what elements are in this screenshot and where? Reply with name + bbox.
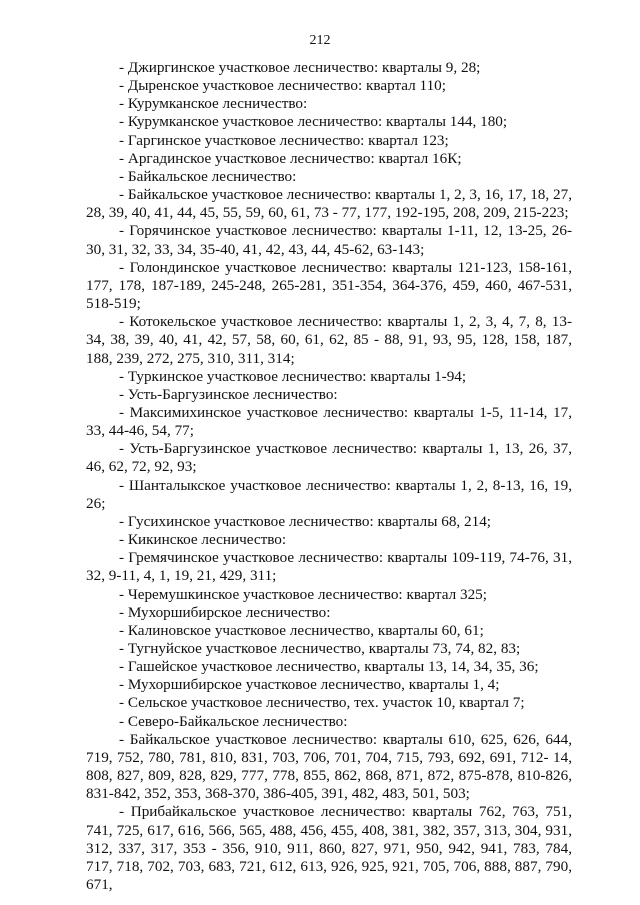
list-item: - Байкальское лесничество: bbox=[119, 167, 297, 185]
list-item: - Аргадинское участковое лесничество: квартал 16К; bbox=[119, 149, 462, 167]
list-item: - Байкальское участковое лесничество: кварталы 1, 2, 3, 16, 17, 18, 27, 28, 39, 40, 41, 44, 45, 55, 59, 60, 61, 73 - 77, 177, 192-195, 208, 209, 215-223; bbox=[86, 186, 572, 222]
list-item: - Максимихинское участковое лесничество: кварталы 1-5, 11-14, 17, 33, 44-46, 54, 77; bbox=[86, 403, 572, 440]
document-body bbox=[86, 59, 572, 894]
list-item: - Усть-Баргузинское участковое лесничество: кварталы 1, 13, 26, 37, 46, 62, 72, 92, 93; bbox=[86, 440, 572, 476]
list-item: - Курумканское участковое лесничество: кварталы 144, 180; bbox=[119, 113, 508, 131]
list-item: - Гремячинское участковое лесничество: кварталы 109-119, 74-76, 31, 32, 9-11, 4, 1, 19, 21, 429, 311; bbox=[86, 549, 572, 585]
list-item: - Кикинское лесничество: bbox=[119, 531, 287, 549]
list-item: - Тугнуйское участковое лесничество, кварталы 73, 74, 82, 83; bbox=[119, 640, 521, 657]
list-item: - Джиргинское участковое лесничество: кварталы 9, 28; bbox=[119, 59, 481, 76]
list-item: - Горячинское участковое лесничество: кварталы 1-11, 12, 13-25, 26-30, 31, 32, 33, 34, 35-40, 41, 42, 43, 44, 45-62, 63-143; bbox=[86, 222, 572, 258]
list-item: - Голондинское участковое лесничество: кварталы 121-123, 158-161, 177, 178, 187-189, 245-248, 265-281, 351-354, 364-376, 459, 460, 467-531, 518-519; bbox=[86, 258, 572, 313]
list-item: - Мухоршибирское участковое лесничество, кварталы 1, 4; bbox=[119, 676, 500, 694]
list-item: - Прибайкальское участковое лесничество: кварталы 762, 763, 751, 741, 725, 617, 616, 566, 565, 488, 456, 455, 408, 381, 382, 357, 313, 304, 931, 312, 337, 317, 353 - 356, 910, 911, 860, 827, 971, 950, 942, 941, 783, 784, 717, 718, 702, 703, 683, 721, 612, 613, 926, 925, 921, 705, 706, 888, 887, 790, 671, bbox=[86, 803, 572, 894]
page-number: 212 bbox=[309, 33, 331, 48]
list-item: - Мухоршибирское лесничество: bbox=[119, 603, 331, 621]
list-item: - Калиновское участковое лесничество, кварталы 60, 61; bbox=[119, 621, 484, 639]
list-item: - Гашейское участковое лесничество, кварталы 13, 14, 34, 35, 36; bbox=[119, 658, 539, 676]
list-item: - Сельское участковое лесничество, тех. участок 10, квартал 7; bbox=[119, 694, 525, 712]
list-item: - Дыренское участковое лесничество: квартал 110; bbox=[119, 77, 446, 95]
list-item: - Курумканское лесничество: bbox=[119, 95, 308, 113]
list-item: - Гусихинское участковое лесничество: кварталы 68, 214; bbox=[119, 512, 492, 530]
list-item: - Котокельское участковое лесничество: кварталы 1, 2, 3, 4, 7, 8, 13-34, 38, 39, 40, 41, 42, 57, 58, 60, 61, 62, 85 - 88, 91, 93, 95, 128, 158, 187, 188, 239, 272, 275, 310, 311, 314; bbox=[86, 313, 572, 367]
list-item: - Шанталыкское участковое лесничество: кварталы 1, 2, 8-13, 16, 19, 26; bbox=[86, 476, 572, 512]
list-item: - Северо-Байкальское лесничество: bbox=[119, 712, 348, 730]
list-item: - Байкальское участковое лесничество: кварталы 610, 625, 626, 644, 719, 752, 780, 781, 810, 831, 703, 706, 701, 704, 715, 793, 692, 691, 712- 14, 808, 827, 809, 828, 829, 777, 778, 855, 862, 868, 871, 872, 875-878, 810-826, 831-842, 352, 353, 368-370, 386-405, 391, 482, 483, 501, 503; bbox=[86, 730, 572, 803]
list-item: - Туркинское участковое лесничество: кварталы 1-94; bbox=[119, 367, 467, 385]
list-item: - Черемушкинское участковое лесничество: квартал 325; bbox=[119, 585, 487, 603]
list-item: - Гаргинское участковое лесничество: квартал 123; bbox=[119, 131, 449, 149]
list-item: - Усть-Баргузинское лесничество: bbox=[119, 385, 338, 403]
